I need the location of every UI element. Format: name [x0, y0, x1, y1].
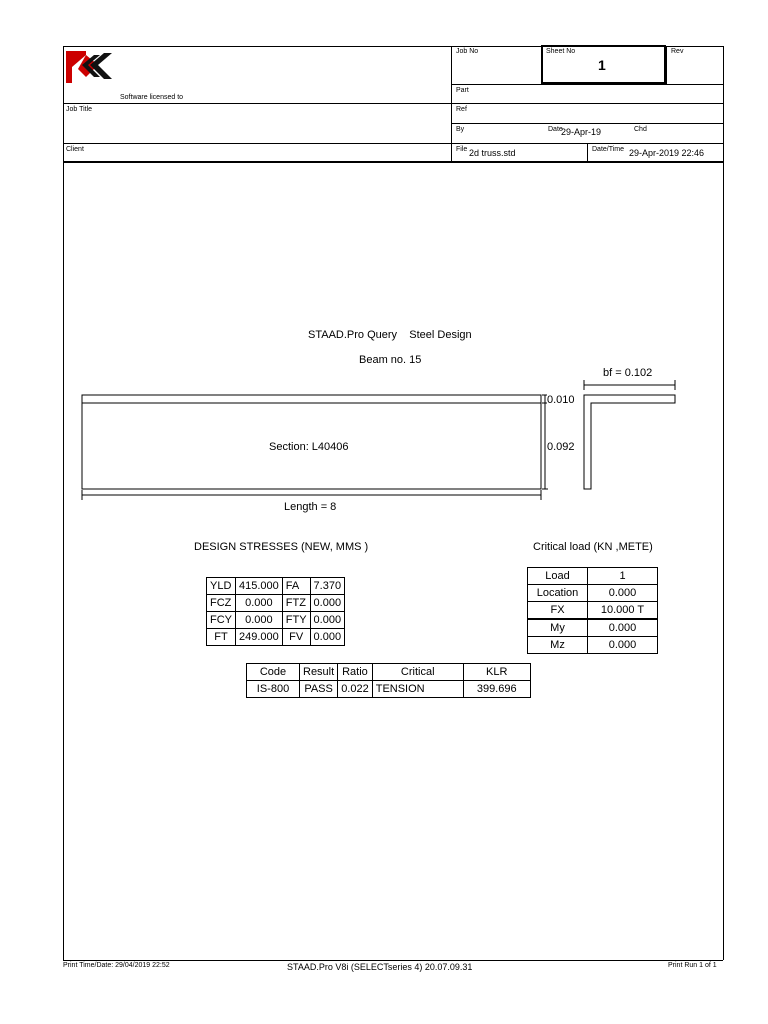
- job-no-label: Job No: [456, 48, 479, 55]
- table-cell: 0.000: [310, 612, 345, 629]
- table-cell: IS-800: [247, 681, 300, 698]
- table-cell: 249.000: [236, 629, 283, 646]
- table-cell: TENSION: [372, 681, 463, 698]
- datetime-value: 29-Apr-2019 22:46: [629, 148, 705, 158]
- table-header: Result: [300, 664, 338, 681]
- table-cell: FA: [282, 578, 310, 595]
- table-cell: 0.000: [588, 585, 658, 602]
- length-label: Length = 8: [284, 501, 337, 513]
- table-cell: 0.000: [310, 595, 345, 612]
- table-cell: YLD: [207, 578, 236, 595]
- table-row: [207, 595, 345, 612]
- date-label: Date: [548, 126, 563, 133]
- job-title-label: Job Title: [66, 106, 93, 113]
- table-cell: Load: [528, 568, 588, 585]
- table-cell: 7.370: [310, 578, 345, 595]
- table-row: [528, 585, 658, 602]
- ref-label: Ref: [456, 106, 467, 113]
- flange-width-label: bf = 0.102: [603, 367, 653, 379]
- web-depth-label: 0.092: [547, 441, 575, 453]
- table-cell: 0.000: [236, 595, 283, 612]
- sheet-no-value: 1: [598, 57, 606, 73]
- table-cell: FX: [528, 602, 588, 620]
- table-cell: 0.000: [236, 612, 283, 629]
- table-header: Ratio: [338, 664, 373, 681]
- software-version: STAAD.Pro V8i (SELECTseries 4) 20.07.09.31: [287, 962, 473, 972]
- table-cell: FTZ: [282, 595, 310, 612]
- by-label: By: [456, 126, 465, 133]
- part-label: Part: [456, 87, 469, 94]
- date-value: 29-Apr-19: [561, 127, 602, 137]
- table-cell: 0.000: [588, 637, 658, 654]
- print-time: Print Time/Date: 29/04/2019 22:52: [63, 962, 170, 969]
- design-stresses-title: DESIGN STRESSES (NEW, MMS ): [194, 541, 369, 553]
- critical-load-table: [527, 567, 658, 654]
- table-cell: 0.000: [310, 629, 345, 646]
- table-cell: 0.022: [338, 681, 373, 698]
- table-cell: 399.696: [463, 681, 530, 698]
- table-cell: FTY: [282, 612, 310, 629]
- table-cell: PASS: [300, 681, 338, 698]
- table-cell: FV: [282, 629, 310, 646]
- table-row: [528, 568, 658, 585]
- critical-load-title: Critical load (KN ,METE): [533, 541, 653, 553]
- table-header: Critical: [372, 664, 463, 681]
- rev-label: Rev: [671, 48, 684, 55]
- result-table: [246, 663, 531, 698]
- print-run: Print Run 1 of 1: [668, 962, 717, 969]
- table-cell: 10.000 T: [588, 602, 658, 620]
- chd-label: Chd: [634, 126, 647, 133]
- table-header: KLR: [463, 664, 530, 681]
- table-row: [207, 629, 345, 646]
- file-label: File: [456, 146, 468, 153]
- sheet-no-label: Sheet No: [546, 48, 576, 55]
- table-cell: Mz: [528, 637, 588, 654]
- table-header: Code: [247, 664, 300, 681]
- flange-thickness-label: 0.010: [547, 394, 575, 406]
- datetime-label: Date/Time: [592, 146, 625, 153]
- beam-number: Beam no. 15: [359, 354, 422, 366]
- table-cell: 0.000: [588, 619, 658, 637]
- table-cell: Location: [528, 585, 588, 602]
- table-header-row: [247, 664, 531, 681]
- licensed-to-text: Software licensed to: [120, 94, 184, 101]
- table-row: [207, 578, 345, 595]
- table-row: [207, 612, 345, 629]
- table-row: [247, 681, 531, 698]
- table-row: [528, 602, 658, 620]
- table-cell: 415.000: [236, 578, 283, 595]
- table-cell: FCZ: [207, 595, 236, 612]
- table-cell: My: [528, 619, 588, 637]
- design-stresses-table: [206, 577, 345, 646]
- table-cell: FT: [207, 629, 236, 646]
- section-label: Section: L40406: [269, 441, 349, 453]
- file-value: 2d truss.std: [469, 148, 516, 158]
- table-row: [528, 619, 658, 637]
- table-row: [528, 637, 658, 654]
- drawing-title: STAAD.Pro Query Steel Design: [308, 329, 472, 341]
- table-cell: 1: [588, 568, 658, 585]
- client-label: Client: [66, 146, 84, 153]
- table-cell: FCY: [207, 612, 236, 629]
